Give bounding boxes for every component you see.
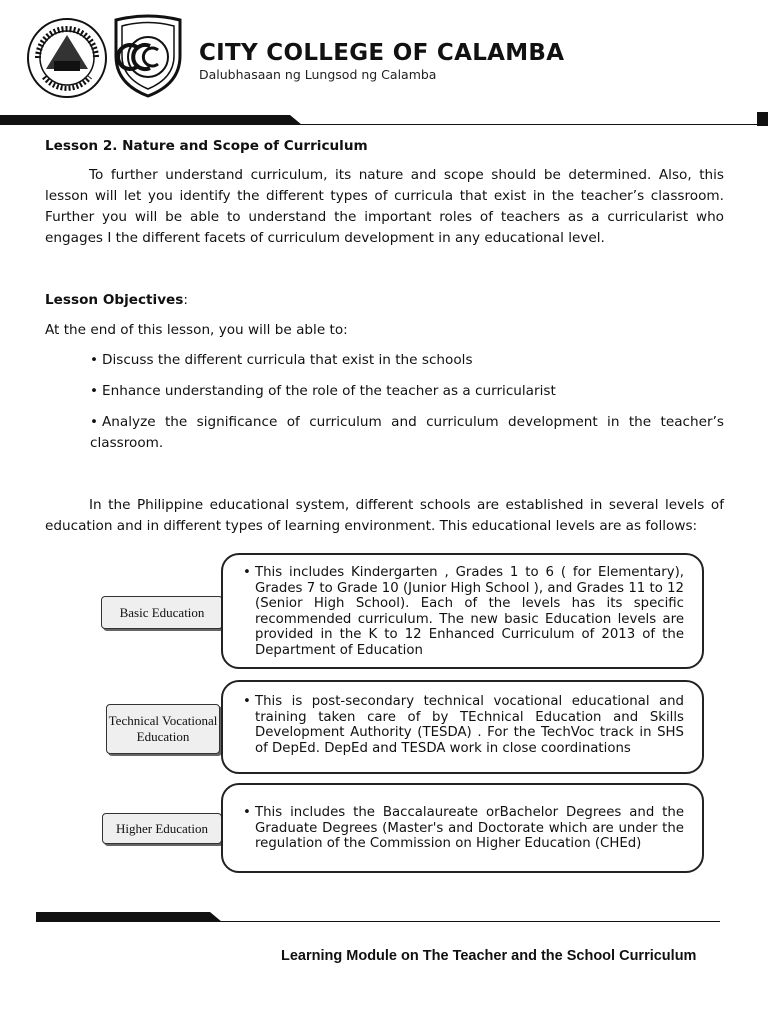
bullet-glyph: •	[90, 383, 99, 399]
bullet-glyph: •	[90, 352, 99, 368]
lesson-title: Lesson 2. Nature and Scope of Curriculum	[45, 138, 368, 154]
level-description-technical-vocational	[221, 680, 704, 774]
bullet-glyph: •	[243, 805, 251, 820]
level-label-higher-education: Higher Education	[102, 813, 222, 844]
bullet-glyph: •	[243, 565, 251, 580]
level-description-basic-education	[221, 553, 704, 669]
footer-divider	[0, 908, 768, 928]
college-subtitle: Dalubhasaan ng Lungsod ng Calamba	[199, 67, 437, 82]
level-description-higher-education	[221, 783, 704, 873]
description-text: This is post-secondary technical vocational educational and training taken care of by TEchnical Education and Skills Development Authority (TESDA) . For the TechVoc track in SHS of DepEd. DepEd and TESDA work in close coordinations	[255, 694, 684, 756]
objective-text: Enhance understanding of the role of the teacher as a curricularist	[102, 383, 556, 399]
levels-intro: In the Philippine educational system, different schools are established in several levels of education and in different types of learning environment. This educational levels are as follows:	[45, 497, 724, 534]
college-name: CITY COLLEGE OF CALAMBA	[199, 40, 565, 66]
header-divider	[0, 112, 768, 126]
description-text: This includes the Baccalaureate orBachelor Degrees and the Graduate Degrees (Master's and Doctorate which are under the regulation of the Commission on Higher Education (CHEd)	[255, 805, 684, 852]
objectives-heading: Lesson Objectives	[45, 292, 184, 308]
objectives-lead: At the end of this lesson, you will be able to:	[45, 322, 348, 338]
city-seal-logo	[24, 17, 110, 99]
lesson-intro: To further understand curriculum, its nature and scope should be determined. Also, this lesson will let you identify the different types of curricula that exist in the teacher’s classroom. Further you will be able to understand the important roles of teachers as a curricularist who engages I the different facets of curriculum development in any educational level.	[45, 167, 724, 246]
objective-text: Discuss the different curricula that exist in the schools	[102, 352, 473, 368]
objective-item	[90, 350, 724, 371]
level-label-technical-vocational: Technical Vocational Education	[106, 704, 220, 754]
level-label-basic-education: Basic Education	[101, 596, 223, 629]
objective-item	[90, 381, 724, 402]
description-text: This includes Kindergarten , Grades 1 to 6 ( for Elementary), Grades 7 to Grade 10 (Junior High School ), and Grades 11 to 12 (Senior High School). Each of the levels has its specific recommended curriculum. The new basic Education levels are provided in the K to 12 Enhanced Curriculum of 2013 of the Department of Education	[255, 565, 684, 658]
objectives-colon: :	[183, 292, 188, 308]
bullet-glyph: •	[90, 414, 99, 430]
bullet-glyph: •	[243, 694, 251, 709]
objective-text: Analyze the significance of curriculum and curriculum development in the teacher’s classroom.	[90, 414, 724, 451]
objective-item	[90, 412, 724, 454]
ccc-shield-logo	[110, 12, 186, 98]
footer-module-title: Learning Module on The Teacher and the School Curriculum	[281, 948, 697, 964]
objectives-heading-line	[45, 290, 724, 311]
